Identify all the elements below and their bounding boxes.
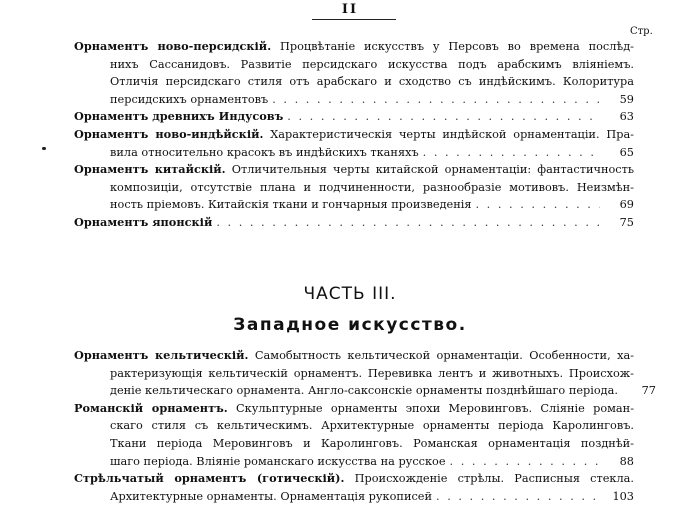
page-number: 59 bbox=[619, 92, 634, 106]
toc-entry-title: Орнаментъ ново-индѣйскій. bbox=[74, 126, 264, 141]
toc-entry-last-line bbox=[74, 91, 634, 109]
page-number: 69 bbox=[619, 198, 634, 212]
toc-entry-last-line bbox=[74, 453, 634, 471]
toc-bottom-section bbox=[74, 347, 656, 505]
toc-entry-title: Орнаментъ японскій bbox=[74, 214, 213, 229]
toc-entry-text: Скульптурные орнаменты эпохи Меровинговъ. Сліяніе роман- bbox=[236, 401, 634, 415]
toc-entry-title: Романскій орнаментъ. bbox=[74, 400, 228, 415]
toc-entry bbox=[74, 400, 634, 470]
toc-entry bbox=[74, 470, 634, 505]
toc-entry-text: Отличительныя черты китайской орнаментаціи: фантастичность bbox=[231, 163, 634, 177]
toc-entry-line: скаго стиля съ кельтическимъ. Архитектурные орнаменты періода Каролинговъ. bbox=[110, 419, 634, 433]
toc-entry-last-line bbox=[74, 488, 634, 506]
toc-entry-text: Самобытность кельтической орнаментаціи. Особенности, ха- bbox=[254, 349, 634, 362]
toc-entry-line: рактеризующія кельтическій орнаментъ. Перевивка лентъ и животныхъ. Происхож- bbox=[110, 366, 634, 380]
toc-entry-text: деніе кельтическаго орнамента. Англо-саксонскіе орнаменты позднѣйшаго періода. bbox=[110, 384, 618, 398]
page-number: 63 bbox=[619, 110, 634, 124]
toc-entry-text: Происхожденіе стрѣлы. Расписныя стекла. bbox=[354, 472, 634, 486]
toc-entry-line bbox=[74, 161, 634, 179]
toc-entry-last-line bbox=[74, 196, 634, 214]
toc-entry-text: Процвѣтаніе искусствъ у Персовъ во времена послѣд- bbox=[280, 40, 634, 53]
toc-entry-title: Стрѣльчатый орнаментъ (готическій). bbox=[74, 471, 345, 486]
page-number: 75 bbox=[619, 215, 634, 229]
page-numeral: II bbox=[341, 2, 359, 17]
toc-entry-text: вила относительно красокъ въ индѣйскихъ тканяхъ bbox=[110, 145, 419, 159]
toc-entry-text: шаго періода. Вліяніе романскаго искусства на русское bbox=[110, 454, 446, 468]
dot-leader bbox=[287, 108, 600, 126]
toc-entry-title: Орнаментъ кельтическій. bbox=[74, 348, 249, 362]
toc-entry-text: Архитектурные орнаменты. Орнаментація рукописей bbox=[110, 489, 433, 503]
toc-entry bbox=[74, 161, 634, 214]
toc-entry-last-line bbox=[74, 108, 634, 126]
dot-leader bbox=[436, 488, 600, 506]
print-speck bbox=[42, 147, 46, 150]
page-number: 77 bbox=[641, 384, 656, 398]
toc-entry bbox=[74, 108, 634, 126]
header-rule bbox=[312, 19, 396, 20]
dot-leader bbox=[423, 144, 600, 162]
toc-entry-text: Характеристическія черты индѣйской орнаментаціи. Пра- bbox=[270, 127, 634, 141]
toc-entry-line bbox=[74, 400, 634, 418]
toc-entry-line bbox=[74, 38, 634, 56]
toc-entry-line bbox=[74, 347, 634, 365]
toc-entry-line: композиціи, отсутствіе плана и подчиненности, разнообразіе мотивовъ. Неизмѣн- bbox=[110, 180, 634, 194]
toc-top-section bbox=[74, 38, 634, 232]
page-number: 103 bbox=[612, 489, 634, 503]
toc-entry-title: Орнаментъ древнихъ Индусовъ bbox=[74, 109, 284, 124]
toc-entry-line: нихъ Сассанидовъ. Развитіе персидскаго искусства подъ арабскимъ вліяніемъ. bbox=[110, 57, 634, 71]
toc-entry-text: персидскихъ орнаментовъ bbox=[110, 92, 269, 106]
toc-entry bbox=[74, 347, 656, 400]
toc-entry-last-line bbox=[74, 144, 634, 162]
dot-leader bbox=[475, 196, 600, 214]
toc-entry-title: Орнаментъ ново-персидскій. bbox=[74, 39, 272, 53]
dot-leader bbox=[450, 453, 600, 471]
toc-entry-last-line bbox=[74, 382, 656, 400]
dot-leader bbox=[272, 91, 600, 109]
dot-leader bbox=[216, 214, 600, 232]
toc-entry-last-line bbox=[74, 214, 634, 232]
toc-entry bbox=[74, 126, 634, 161]
page-number: 88 bbox=[619, 454, 634, 468]
toc-entry-line: Ткани періода Меровинговъ и Каролинговъ. Романская орнаментація позднѣй- bbox=[110, 436, 634, 450]
toc-entry-line: Отличія персидскаго стиля отъ арабскаго и сходство съ индѣйскимъ. Колоритура bbox=[110, 75, 634, 89]
toc-entry-text: ность пріемовъ. Китайскія ткани и гончарныя произведенія bbox=[110, 198, 472, 212]
toc-entry bbox=[74, 38, 634, 108]
toc-entry-title: Орнаментъ китайскій. bbox=[74, 162, 226, 177]
section-heading: Западное искусство. bbox=[233, 315, 467, 335]
toc-entry bbox=[74, 214, 634, 232]
page-column-label: Стр. bbox=[630, 26, 653, 37]
page-number: 65 bbox=[619, 145, 634, 159]
toc-entry-line bbox=[74, 470, 634, 488]
part-heading: ЧАСТЬ III. bbox=[303, 284, 397, 304]
toc-entry-line bbox=[74, 126, 634, 144]
